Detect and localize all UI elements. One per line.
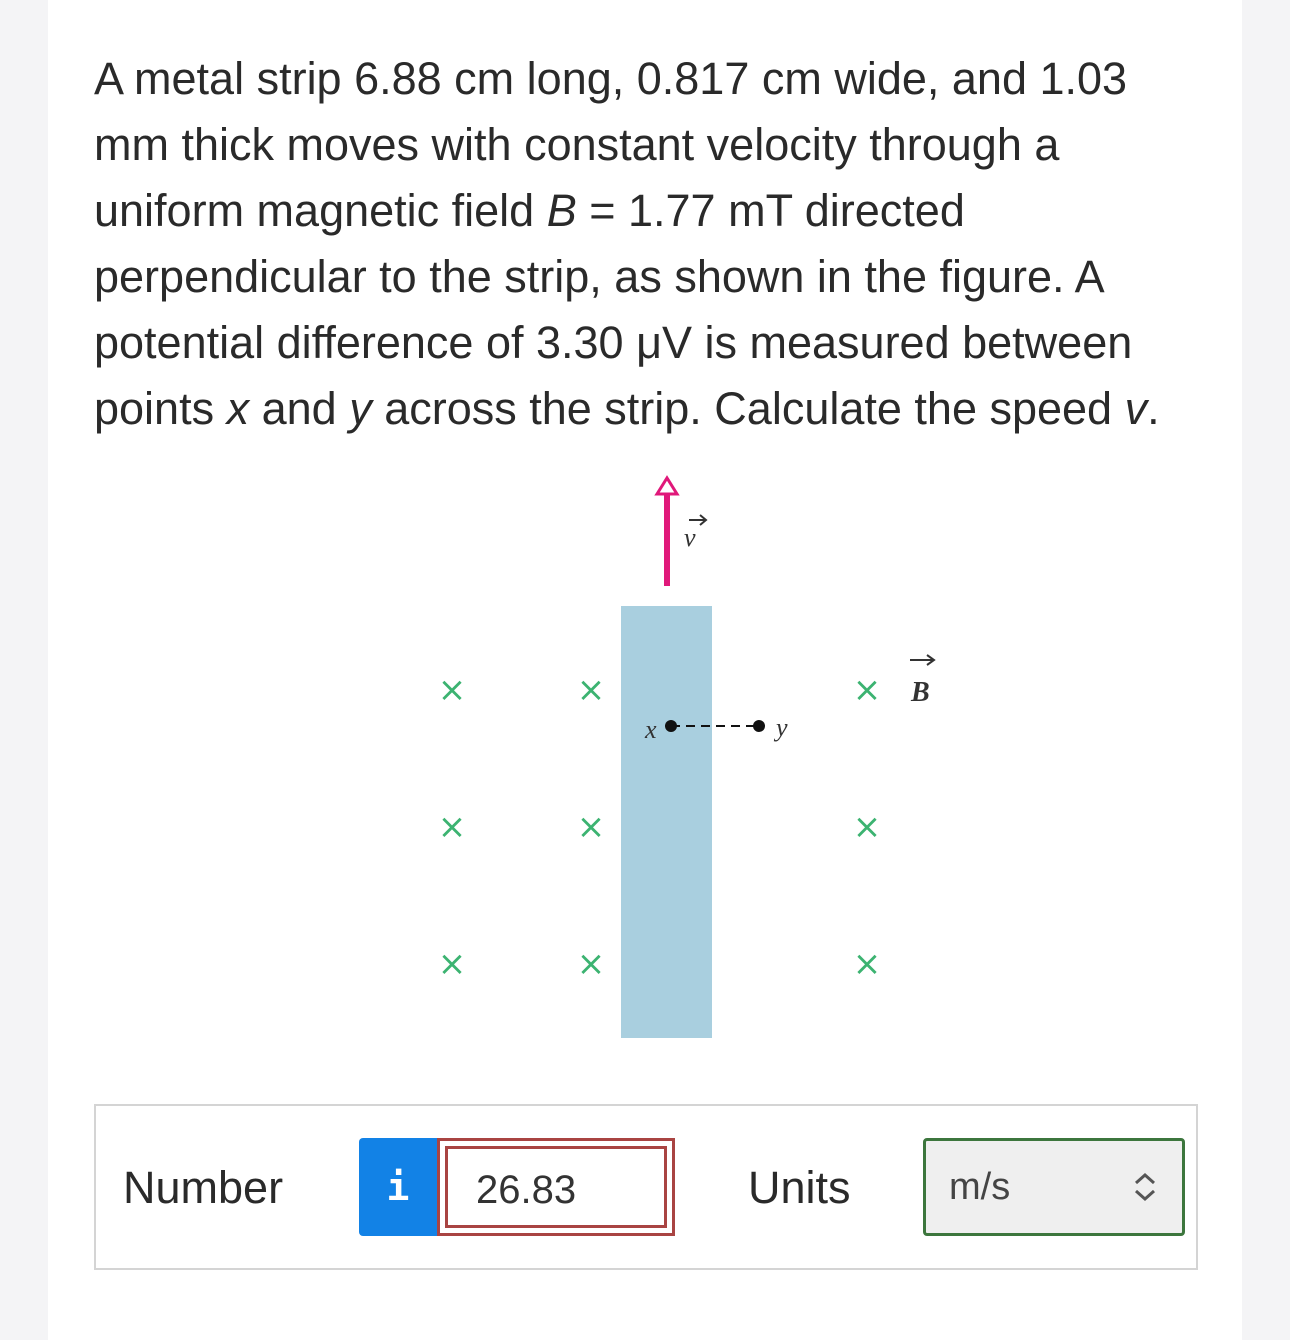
field-into-page-marker: × [576, 944, 606, 984]
point-y-label: y [776, 713, 788, 742]
velocity-arrow-shaft [664, 494, 670, 586]
number-input-value[interactable]: 26.83 [445, 1146, 667, 1228]
field-into-page-marker: × [437, 944, 467, 984]
question-text [94, 46, 1204, 442]
question-text-part: = 1.77 mT directed perpendicular to the strip, as shown in the figure. A potential difference of 3.30 μV is measured between points [94, 185, 1133, 434]
velocity-arrow-head [657, 478, 677, 494]
variable-b: B [546, 185, 577, 236]
number-input[interactable] [437, 1138, 675, 1236]
point-x [665, 720, 677, 732]
field-into-page-marker: × [852, 670, 882, 710]
point-y [753, 720, 765, 732]
metal-strip [621, 606, 712, 1038]
question-text-part: and [249, 383, 350, 434]
question-text-part: A metal strip 6.88 cm long, 0.817 cm wide, and 1.03 mm thick moves with constant velocity through a uniform magnetic field [94, 53, 1128, 236]
units-select[interactable] [923, 1138, 1185, 1236]
variable-y: y [349, 383, 372, 434]
velocity-label: v [684, 523, 696, 552]
field-vector-arrow [910, 655, 934, 665]
answer-row [94, 1104, 1198, 1270]
units-select-value: m/s [949, 1166, 1011, 1208]
chevron-up-down-icon [1132, 1171, 1158, 1203]
info-icon[interactable]: i [359, 1138, 437, 1236]
units-label: Units [748, 1162, 851, 1213]
variable-v: v [1124, 383, 1148, 434]
field-into-page-marker: × [852, 944, 882, 984]
question-card [48, 0, 1242, 1340]
field-into-page-marker: × [437, 807, 467, 847]
field-into-page-marker: × [852, 807, 882, 847]
number-label: Number [123, 1162, 284, 1213]
field-into-page-marker: × [576, 807, 606, 847]
variable-x: x [226, 383, 250, 434]
question-text-part: . [1147, 383, 1160, 434]
field-into-page-marker: × [437, 670, 467, 710]
field-into-page-marker: × [576, 670, 606, 710]
field-label: B [911, 677, 930, 708]
hall-effect-figure [388, 470, 930, 1050]
question-text-part: across the strip. Calculate the speed [371, 383, 1125, 434]
point-x-label: x [645, 715, 657, 744]
